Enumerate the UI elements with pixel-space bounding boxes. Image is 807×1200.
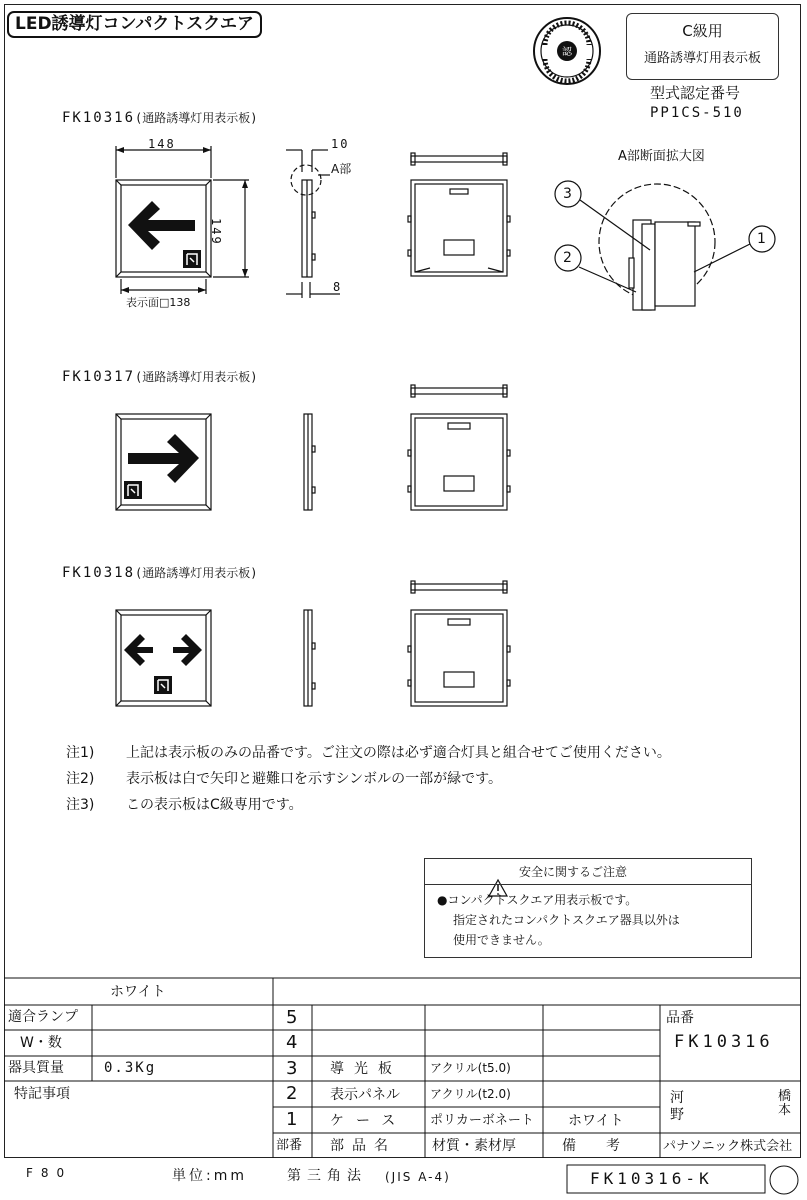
detail-marker: A部	[331, 162, 352, 176]
dim-thickness-bottom: 8	[333, 280, 343, 294]
brand-title: LED誘導灯コンパクトスクエア	[7, 11, 262, 38]
safety-line-3: 使用できません。	[453, 933, 550, 947]
header-part-no: 部番	[276, 1138, 303, 1153]
rear-view-2	[408, 385, 510, 510]
note-3-label: 注3)	[66, 797, 95, 813]
dim-width: 148	[148, 137, 176, 151]
header-material: 材質・素材厚	[432, 1138, 516, 1154]
rear-view-1	[408, 153, 510, 276]
part-row-2-no: 2	[286, 1083, 298, 1104]
header-remarks: 備考	[562, 1138, 650, 1154]
dim-display-face: 表示面□138	[126, 296, 191, 309]
projection-label: 第三角法	[287, 1168, 367, 1184]
section-detail-a	[555, 181, 775, 310]
note-2-text: 表示板は白で矢印と避難口を示すシンボルの一部が緑です。	[126, 771, 502, 787]
spec-label-wattage: W・数	[20, 1035, 62, 1051]
safety-line-1: ●コンパクトスクエア用表示板です。	[437, 893, 638, 907]
detail-title: A部断面拡大図	[618, 149, 705, 164]
spec-value-weight: 0.3Kg	[104, 1060, 157, 1076]
left-arrow-icon	[128, 201, 195, 250]
note-3-text: この表示板はC級専用です。	[126, 797, 303, 813]
model-label-2: FK10317(通路誘導灯用表示板)	[62, 369, 258, 385]
callout-2: 2	[563, 250, 572, 266]
part-row-2-material: アクリル(t2.0)	[430, 1087, 511, 1101]
part-row-2-name: 表示パネル	[330, 1087, 400, 1103]
part-row-4-no: 4	[286, 1032, 298, 1053]
safety-line-2: 指定されたコンパクトスクエア器具以外は	[453, 913, 680, 927]
note-2-label: 注2)	[66, 771, 95, 787]
callout-3: 3	[563, 186, 572, 202]
part-row-3-no: 3	[286, 1058, 298, 1079]
header-part-name: 部品名	[330, 1138, 396, 1154]
spec-label-remarks: 特記事項	[14, 1086, 70, 1102]
part-row-1-remarks: ホワイト	[568, 1113, 624, 1129]
sheet-size: F80	[26, 1166, 73, 1180]
sign-symbols	[124, 201, 202, 694]
part-row-1-material: ポリカーボネート	[430, 1113, 534, 1128]
safety-title: 安全に関するご注意	[519, 865, 628, 879]
approver-1: 河野	[670, 1090, 684, 1123]
rear-view-3	[408, 581, 510, 706]
dim-height: 149	[209, 218, 223, 246]
part-row-1-name: ケース	[330, 1113, 408, 1129]
spec-color: ホワイト	[110, 984, 166, 1000]
model-label-3: FK10318(通路誘導灯用表示板)	[62, 565, 258, 581]
double-arrow-icon	[124, 634, 153, 666]
dim-thickness-top: 10	[331, 137, 350, 151]
part-no-value: FK10316	[674, 1032, 774, 1052]
part-row-3-name: 導光板	[330, 1061, 402, 1077]
callout-1: 1	[757, 231, 766, 247]
part-row-3-material: アクリル(t5.0)	[430, 1061, 511, 1075]
part-row-1-no: 1	[286, 1109, 298, 1130]
note-1-text: 上記は表示板のみの品番です。ご注文の際は必ず適合灯具と組合せてご使用ください。	[126, 745, 671, 761]
certification-number: PP1CS-510	[650, 105, 744, 121]
company-name: パナソニック株式会社	[663, 1139, 793, 1154]
grade-label: C級用	[682, 22, 723, 40]
model-label-1: FK10316(通路誘導灯用表示板)	[62, 110, 258, 126]
drawing-number: FK10316-K	[590, 1169, 713, 1188]
right-arrow-icon	[128, 434, 199, 483]
part-row-5-no: 5	[286, 1007, 298, 1028]
approver-2: 橋本	[778, 1089, 792, 1118]
part-no-label: 品番	[666, 1010, 694, 1026]
safety-notice	[424, 858, 752, 958]
spec-label-lamp: 適合ランプ	[8, 1009, 78, 1025]
spec-label-weight: 器具質量	[8, 1060, 64, 1076]
unit-label: 単位:mm	[172, 1168, 247, 1184]
side-view-3	[304, 610, 315, 706]
note-1-label: 注1)	[66, 745, 95, 761]
side-view-2	[304, 414, 315, 510]
certification-label: 型式認定番号	[650, 84, 741, 102]
grade-sub: 通路誘導灯用表示板	[643, 51, 761, 66]
svg-text:認: 認	[562, 47, 572, 58]
standard-label: (JIS A-4)	[385, 1170, 451, 1184]
